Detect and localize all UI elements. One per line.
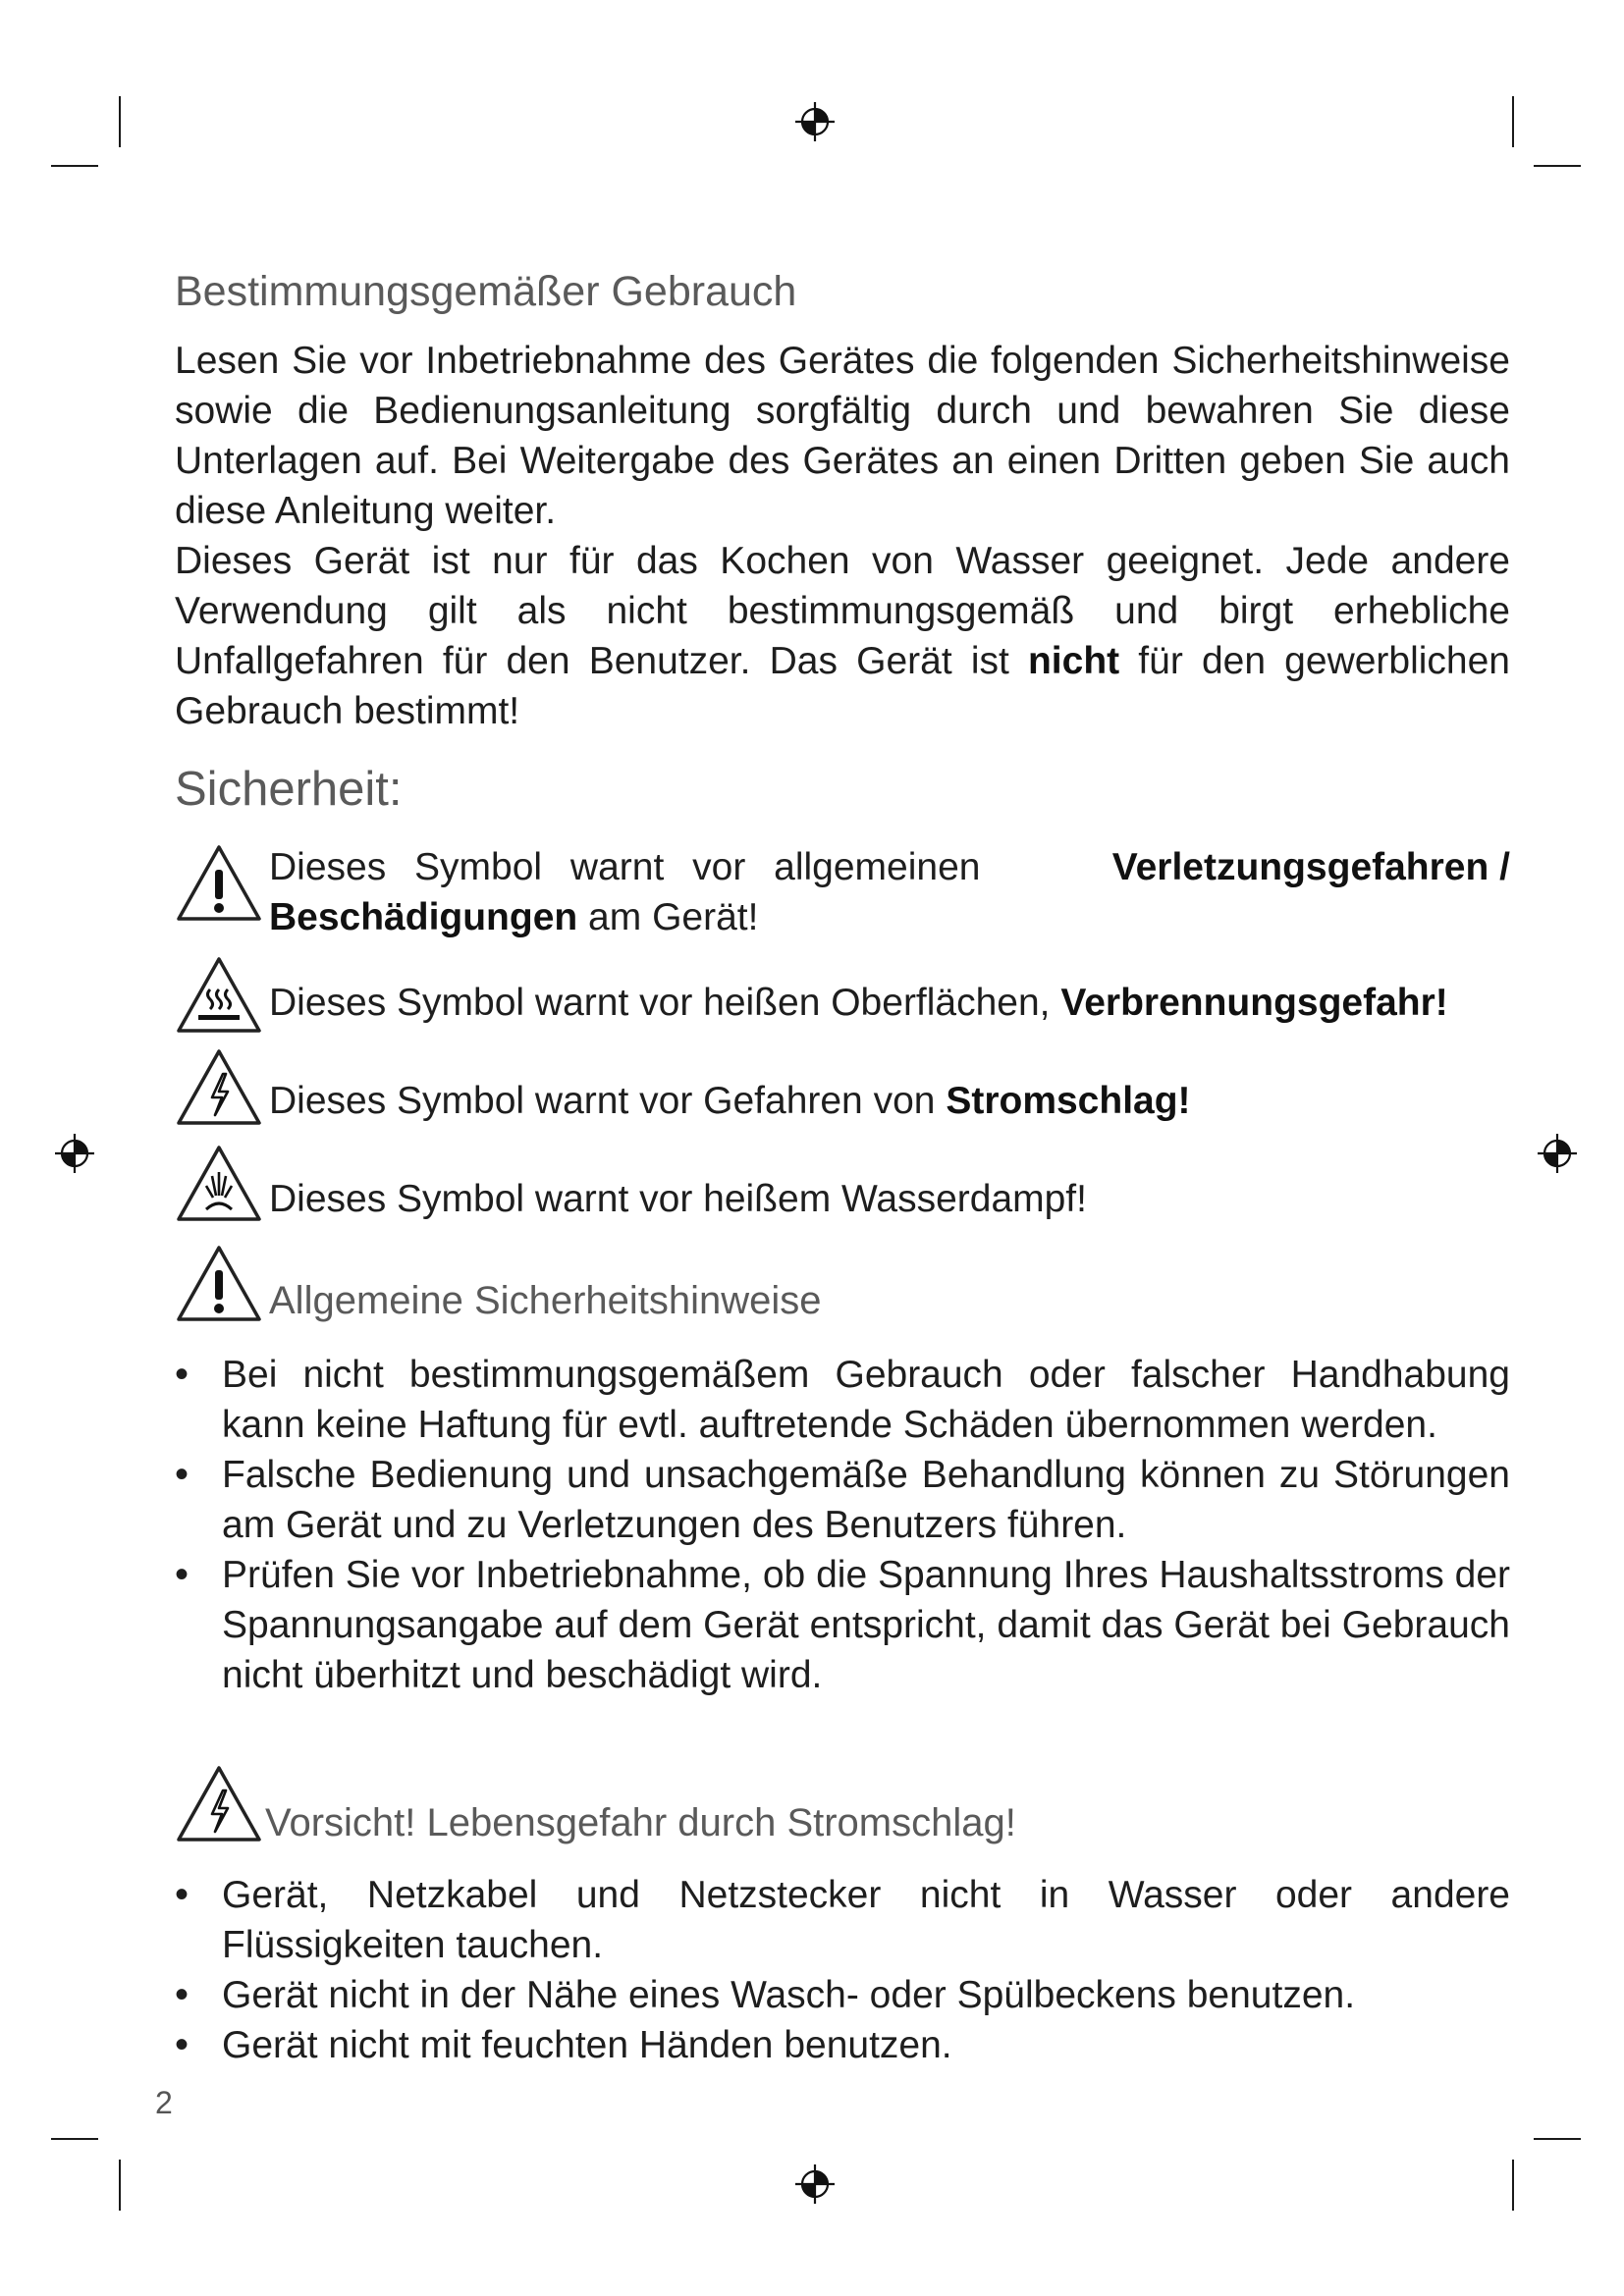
list-item: • Gerät nicht mit feuchten Händen benutzen. [175, 2020, 1510, 2070]
crop-mark-bottom-right-v [1512, 2160, 1514, 2211]
symbol-hot-surface-text [269, 978, 1448, 1028]
hot-steam-icon [175, 1143, 263, 1223]
warning-exclamation-icon [175, 842, 263, 923]
intended-use-section [175, 265, 1510, 819]
symbol-row-steam [175, 1143, 1087, 1224]
symbol-row-hot-surface [175, 954, 1448, 1035]
warning-exclamation-icon [175, 1243, 263, 1323]
symbol-general-text-start: Dieses Symbol warnt vor allgemeinen [269, 846, 981, 888]
list-item: • Bei nicht bestimmungsgemäßem Gebrauch oder falscher Handhabung kann keine Haftung für evtl. auftretende Schäden übernommen werden. [175, 1350, 1510, 1450]
list-item: • Falsche Bedienung und unsachgemäße Behandlung können zu Störungen am Gerät und zu Verletzungen des Benutzers führen. [175, 1450, 1510, 1550]
page-number: 2 [155, 2085, 173, 2120]
electric-shock-icon [175, 1046, 263, 1127]
crop-mark-top-left-v [119, 96, 121, 147]
symbol-electric-text-start: Dieses Symbol warnt vor Gefahren von [269, 1080, 947, 1122]
paragraph-2-bold: nicht [1027, 640, 1120, 682]
registration-mark-bottom-icon [795, 2164, 835, 2204]
crop-mark-bottom-right-h [1534, 2138, 1581, 2140]
crop-mark-bottom-left-h [51, 2138, 98, 2140]
list-item: • Gerät nicht in der Nähe eines Wasch- oder Spülbeckens benutzen. [175, 1970, 1510, 2020]
symbol-electric-text [269, 1076, 1191, 1126]
symbol-electric-bold: Stromschlag! [946, 1080, 1191, 1122]
registration-mark-right-icon [1538, 1134, 1577, 1173]
intended-use-paragraph-2 [175, 536, 1510, 736]
crop-mark-bottom-left-v [119, 2160, 121, 2211]
electric-warning-heading: Vorsicht! Lebensgefahr durch Stromschlag! [265, 1801, 1016, 1844]
symbol-hot-surface-text-start: Dieses Symbol warnt vor heißen Oberflächen, [269, 982, 1061, 1024]
crop-mark-top-right-h [1534, 165, 1581, 167]
paragraph-2-text-start: Dieses Gerät ist nur für das Kochen von Wasser geeignet. Jede andere Verwendung gilt als nicht bestimmungsgemäß und birgt erhebliche Unfallgefahren für den Benutzer. Das Gerät ist [175, 540, 1510, 682]
symbol-row-electric [175, 1046, 1191, 1127]
symbol-general-bold-1: Verletzungsgefahren / [1111, 846, 1510, 888]
safety-heading: Sicherheit: [175, 763, 403, 816]
electric-shock-icon [175, 1763, 263, 1843]
registration-mark-left-icon [55, 1134, 94, 1173]
list-item: • Prüfen Sie vor Inbetriebnahme, ob die Spannung Ihres Haushaltsstroms der Spannungsangabe auf dem Gerät entspricht, damit das Gerät bei Gebrauch nicht überhitzt und beschädigt wird. [175, 1550, 1510, 1700]
general-safety-header [175, 1243, 822, 1326]
symbol-row-general [175, 842, 1510, 942]
symbol-general-text-end: am Gerät! [577, 896, 759, 938]
symbol-hot-surface-bold: Verbrennungsgefahr! [1060, 982, 1448, 1024]
list-item: • Gerät, Netzkabel und Netzstecker nicht in Wasser oder andere Flüssigkeiten tauchen. [175, 1870, 1510, 1970]
paragraph-2-text-end: für den gewerblichen Gebrauch bestimmt! [175, 640, 1510, 732]
intended-use-paragraph-1: Lesen Sie vor Inbetriebnahme des Gerätes die folgenden Sicherheitshinweise sowie die Bedienungsanleitung sorgfältig durch und bewahren Sie diese Unterlagen auf. Bei Weitergabe des Gerätes an einen Dritten geben Sie auch diese Anleitung weiter. [175, 340, 1510, 532]
symbol-steam-text: Dieses Symbol warnt vor heißem Wasserdampf! [269, 1178, 1087, 1220]
general-safety-heading: Allgemeine Sicherheitshinweise [269, 1279, 822, 1322]
crop-mark-top-left-h [51, 165, 98, 167]
crop-mark-top-right-v [1512, 96, 1514, 147]
symbol-general-bold-2: Beschädigungen [269, 896, 578, 938]
electric-warning-header [175, 1763, 1016, 1848]
registration-mark-top-icon [795, 102, 835, 141]
intended-use-heading: Bestimmungsgemäßer Gebrauch [175, 268, 797, 315]
electric-warning-list [175, 1870, 1510, 2070]
general-safety-list [175, 1350, 1510, 1700]
hot-surface-icon [175, 954, 263, 1035]
